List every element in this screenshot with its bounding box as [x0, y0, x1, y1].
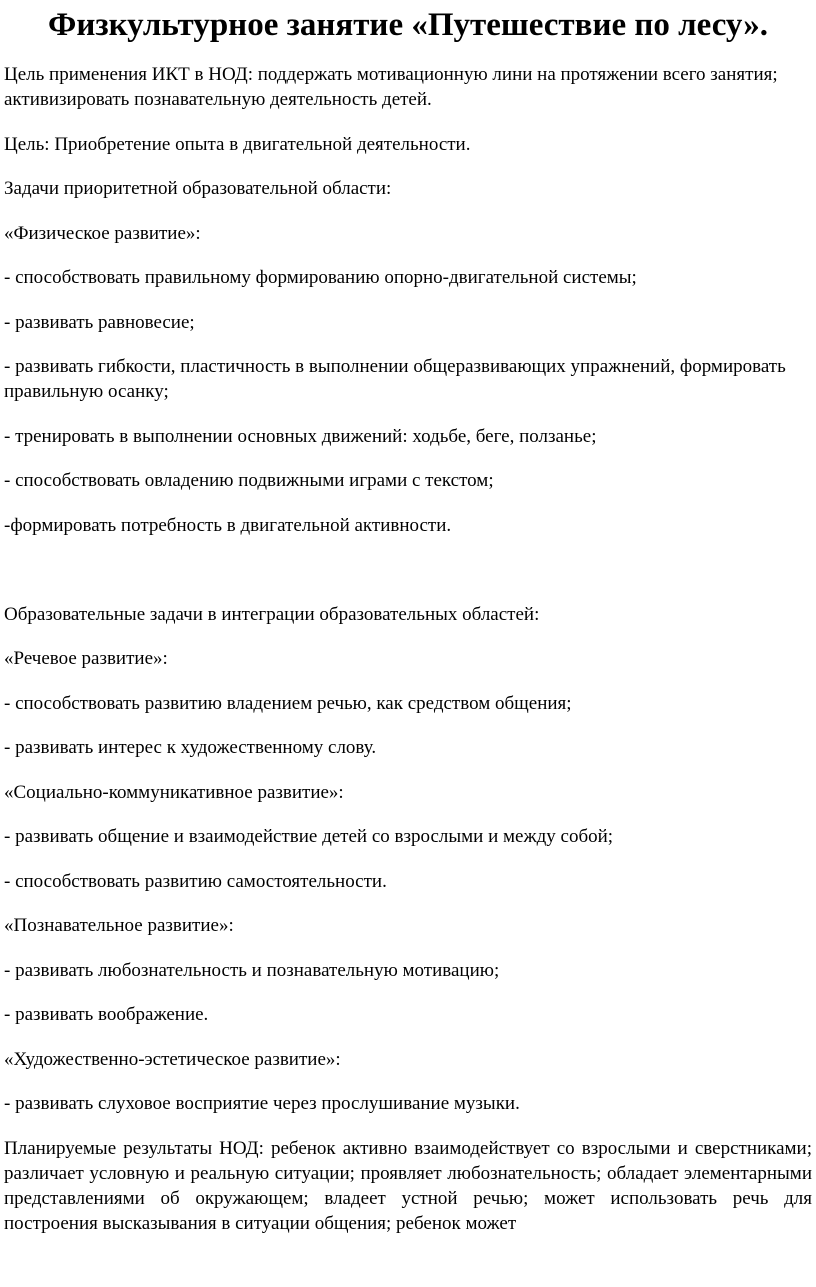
list-item: - способствовать развитию самостоятельности.	[4, 870, 387, 892]
list-item: - развивать интерес к художественному слову.	[4, 737, 377, 758]
list-item: - способствовать правильному формированию опорно-двигательной системы;	[4, 267, 637, 288]
list-item: - развивать воображение.	[4, 1004, 209, 1025]
paragraph-integration-tasks: Образовательные задачи в интеграции образовательных областей:	[4, 603, 540, 625]
list-item: - развивать любознательность и познавательную мотивацию;	[4, 959, 500, 981]
heading-social-development: «Социально-коммуникативное развитие»:	[4, 781, 344, 803]
list-item: -формировать потребность в двигательной активности.	[4, 514, 452, 536]
list-item: - способствовать овладению подвижными играми с текстом;	[4, 470, 494, 491]
document-body	[4, 62, 812, 1255]
list-item: - развивать слуховое восприятие через прослушивание музыки.	[4, 1093, 520, 1114]
heading-art-development: «Художественно-эстетическое развитие»:	[4, 1048, 341, 1070]
document-title: Физкультурное занятие «Путешествие по лесу».	[48, 7, 768, 43]
heading-cognitive-development: «Познавательное развитие»:	[4, 915, 234, 936]
paragraph-planned-results: Планируемые результаты НОД: ребенок активно взаимодействует со взрослыми и сверстниками; различает условную и реальную ситуации; проявляет любознательность; обладает элементарными представлениями об окружающем; владеет устной речью; может использовать речь для построения высказывания в ситуации общения; ребенок может	[4, 1137, 812, 1234]
heading-physical-development: «Физическое развитие»:	[4, 222, 201, 244]
heading-speech-development: «Речевое развитие»:	[4, 648, 168, 669]
list-item: - развивать гибкости, пластичность в выполнении общеразвивающих упражнений, формировать правильную осанку;	[4, 356, 786, 402]
paragraph-goal: Цель: Приобретение опыта в двигательной деятельности.	[4, 133, 471, 155]
list-item: - развивать равновесие;	[4, 311, 195, 333]
empty-line	[4, 557, 812, 582]
list-item: - способствовать развитию владением речью, как средством общения;	[4, 692, 572, 714]
paragraph-priority-tasks: Задачи приоритетной образовательной области:	[4, 178, 392, 199]
paragraph-ict-goal: Цель применения ИКТ в НОД: поддержать мотивационную лини на протяжении всего занятия; активизировать познавательную деятельность детей.	[4, 64, 778, 110]
list-item: - развивать общение и взаимодействие детей со взрослыми и между собой;	[4, 826, 614, 847]
list-item: - тренировать в выполнении основных движений: ходьбе, беге, ползанье;	[4, 425, 597, 447]
